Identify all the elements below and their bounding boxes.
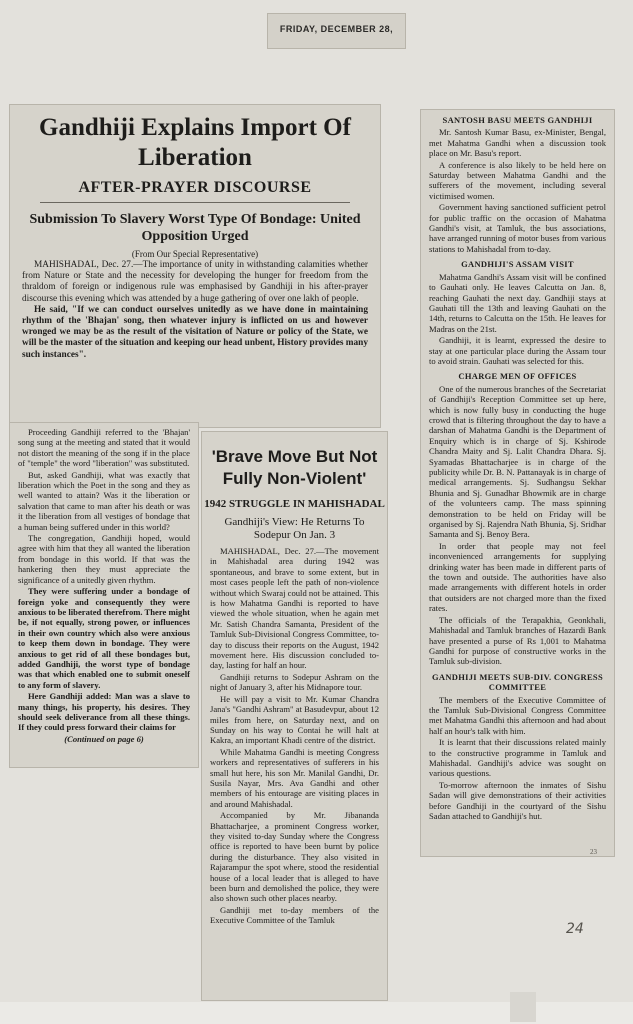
paragraph: In order that people may not feel inconvenienced arrangements for supplying drinking water has been made in different parts of the town and outside. The authorities have also made arrangements with different hotels in order that outsiders are not charged more than the fixed rates. [429,540,606,614]
paragraph: A conference is also likely to be held here on Saturday between Mahatma Gandhi and the sufferers of the movement, including several victimised women. [429,159,606,201]
paragraph: Gandhiji met to-day members of the Executive Committee of the Tamluk [210,904,379,926]
paragraph: The congregation, Gandhiji hoped, would agree with him that they all wanted the liberation from bondage in this world. If that was the hankering then they must appreciate the significance of a unitedly given rhythm. [18,533,190,585]
paragraph: To-morrow afternoon the inmates of Sishu Sadan will give demonstrations of their activities before Gandhiji in the courtyard of the Sishu Sadan attached to Gandhiji's hut. [429,779,606,821]
article-kicker: 1942 STRUGGLE IN MAHISHADAL [204,498,385,510]
paragraph: One of the numerous branches of the Secretariat of Gandhiji's Reception Committee set up here, which is now fully busy in conducting the huge crowd that is filtering throughout the day to have a darshan of Mahatma Gandhi is the Department of Enquiry which is in charge of Sj. Kshirode Chandra Maity and Sj. Lalit Chandra Dhara. Sj. Syamadas Bhattacharjee is in charge of the publicity while Dr. B. N. Pattanayak is in charge of medical arrangements. Sj. Sudhangsu Sekhar Bhunia and Sj. Gunadhar Bhowmik are in charge of the volunteers camp. The mass spinning demonstration to be held on Friday will be organised by Sj. Rajendra Nath Bhunia, Sj. Sridhar Samanta and Sj. Benoy Bera. [429,383,606,540]
paragraph: The officials of the Terapakhia, Geonkhali, Mahishadal and Tamluk branches of Hazardi Bank have presented a purse of Rs 1,001 to Mahatma Gandhi for purpose of constructive works in the Tamluk sub-division. [429,614,606,667]
paragraph: The members of the Executive Committee of the Tamluk Sub-Divisional Congress Committee met Mahatma Gandhi this afternoon and had about half an hour's talk with him. [429,694,606,736]
section-heading: GANDHIJI'S ASSAM VISIT [461,259,574,270]
date-text: FRIDAY, DECEMBER 28, [279,24,394,34]
page-mark: 23 [590,848,597,856]
section-heading: CHARGE MEN OF OFFICES [458,371,577,382]
paragraph: Mr. Santosh Kumar Basu, ex-Minister, Bengal, met Mahatma Gandhi when a discussion took place on Mr. Basu's report. [429,127,606,159]
left-column [10,423,198,767]
paragraph: Proceeding Gandhiji referred to the 'Bhajan' song sung at the meeting and stated that it would not distort the meaning of the song if in the place of "temple" the word "liberation" was substituted. [18,427,190,469]
paragraph: Government having sanctioned sufficient petrol for public traffic on the occasion of Mahatma Gandhi's visit, at Tamluk, the bus associations, have arranged running of motor buses from various stations to Mahishadal from to-day. [429,202,606,254]
article-title: Gandhiji Explains Import Of Liberation [39,114,351,171]
paragraph: MAHISHADAL, Dec. 27.—The movement in Mahishadal area during 1942 was spontaneous, and brave to some extent, but in most cases people left the path of non-violence without which Swaraj could not be attained. This is how Mahatma Gandhi is reported to have viewed the whole situation, when he again met Mr. Satish Chandra Samanta, President of the Tamluk Sub-Divisional Congress Committee, to-day to discuss their reports on the August, 1942 movement here. His discussion concluded to-day, lasting for half an hour. [210,546,379,671]
article-title: 'Brave Move But Not Fully Non-Violent' [211,447,378,488]
date-header [268,14,405,48]
paragraph: They were suffering under a bondage of foreign yoke and consequently they were anxious to be liberated therefrom. There might be, if not equally, strong power, or influences in their own country which also were anxious to keep them down in bondage. They were anxious to get rid of all these bondages but, added Gandhiji, the worst type of bondage was that which enabled one to submit oneself to any form of slavery. [18,586,190,690]
column-body [18,427,190,744]
column-body [429,115,606,821]
paragraph: While Mahatma Gandhi is meeting Congress workers and representatives of sufferers in his small hut here, his son Mr. Manilal Gandhi, Dr. Susila Nayar, Mrs. Ava Gandhi and other members of his entourage are visiting places in and around Mahishadal. [210,746,379,809]
paragraph: He will pay a visit to Mr. Kumar Chandra Jana's "Gandhi Ashram" at Basudevpur, about 12 miles from here, on Saturday next, and on Sunday on his way to Contai he will halt at Kakra, an important Khadi centre of the district. [210,693,379,746]
handwritten-number: 24 [566,921,584,937]
article-subhead: Submission To Slavery Worst Type Of Bondage: United Opposition Urged [29,212,361,244]
paragraph: Here Gandhiji added: Man was a slave to many things, his property, his desires. They should seek deliverance from all these things. If they could press forward their claims for [18,691,190,733]
article-subhead: Gandhiji's View: He Returns To Sodepur On Jan. 3 [224,516,365,541]
article-body [210,546,379,926]
right-column [421,110,614,856]
paragraph: Gandhiji returns to Sodepur Ashram on the night of January 3, after his Midnapore tour. [210,671,379,693]
section-heading: GANDHIJI MEETS SUB-DIV. CONGRESS COMMITTEE [432,671,603,693]
clip-icon [510,992,536,1022]
main-article [10,105,380,427]
paragraph: He said, "If we can conduct ourselves unitedly as we have done in maintaining rhythm of the 'Bhajan' song, then whatever injury is inflicted on us and however wronged we may be as the result of the visitation of Nature or policy of the State, we will be the master of the situation and keeping our head unbent, History provides many such instances". [22,304,368,360]
paragraph: But, asked Gandhiji, what was exactly that liberation which the Poet in the song and they as well wanted to attain? Was it the liberation or salvation that came to man after his death or was it the liberation from all vestiges of bondage that a human being suffered under in this world? [18,469,190,532]
paragraph: Gandhiji, it is learnt, expressed the desire to stay at one particular place during the Assam tour to avoid strain. Gauhati was selected for this. [429,335,606,366]
section-heading: SANTOSH BASU MEETS GANDHIJI [442,115,593,125]
center-article [202,432,387,1000]
article-body [22,260,368,361]
paragraph: Mahatma Gandhi's Assam visit will be confined to Gauhati only. He leaves Calcutta on Jan. 8, reaching Gauhati the next day. Gandhiji stays at Gauhati till the 13th and leaving Gauhati on the 14th, returns to Calcutta on the 15th. He leaves for Madras on the 21st. [429,271,606,334]
byline: (From Our Special Representative) [131,249,259,259]
paragraph: Accompanied by Mr. Jibananda Bhattacharjee, a prominent Congress worker, they visited to-day Sunday where the Congress office is reported to have been burnt by police during the disturbance. They also visited in Rajarampur the spot where, stood the residential house of a local leader that is alleged to have been burn and demolished the police, they were also shown such other places nearby. [210,810,379,904]
bottom-margin [0,1002,633,1024]
paragraph: It is learnt that their discussions related mainly to the constructive programme in Tamluk and Mahishadal. Gandhiji's advice was sought on various questions. [429,737,606,779]
divider [40,202,350,203]
continued-note: (Continued on page 6) [64,733,144,744]
article-kicker: AFTER-PRAYER DISCOURSE [78,179,312,196]
paragraph: MAHISHADAL, Dec. 27.—The importance of unity in withstanding calamities whether from Nature or State and the necessity for developing the hunger for freedom from the thraldom of foreign or indigenous rule was emphasised by Gandhiji in his after-prayer discourse this evening which was attended by a huge gathering of over one lakh of people. [22,260,368,304]
